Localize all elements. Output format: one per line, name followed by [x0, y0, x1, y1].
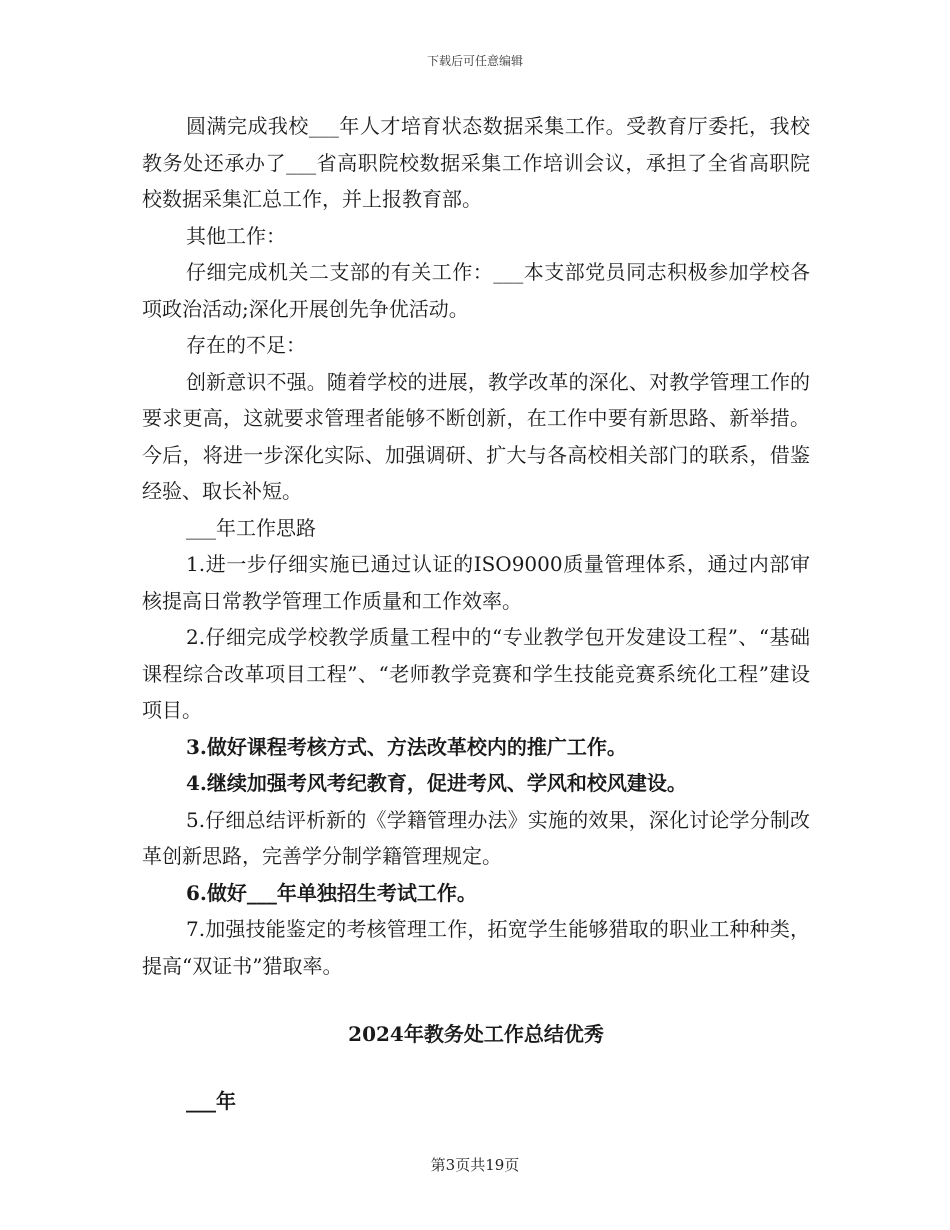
heading-shortcomings: 存在的不足： — [186, 333, 306, 357]
plan-item-7: 7.加强技能鉴定的考核管理工作，拓宽学生能够猎取的职业工种种类，提高“双证书”猎取率。 — [142, 917, 810, 978]
plan-item-1: 1.进一步仔细实施已通过认证的ISO9000质量管理体系，通过内部审核提高日常教学管理工作质量和工作效率。 — [142, 552, 810, 613]
paragraph-party-branch: 仔细完成机关二支部的有关工作：___本支部党员同志积极参加学校各项政治活动;深化开展创先争优活动。 — [142, 260, 810, 321]
plan-item-2: 2.仔细完成学校教学质量工程中的“专业教学包开发建设工程”、“基础课程综合改革项目工程”、“老师教学竞赛和学生技能竞赛系统化工程”建设项目。 — [142, 625, 810, 722]
document-body — [142, 108, 810, 1119]
plan-item-3: 3.做好课程考核方式、方法改革校内的推广工作。 — [186, 734, 627, 759]
heading-other-work: 其他工作： — [186, 223, 286, 248]
heading-work-plan: ___年工作思路 — [186, 515, 316, 540]
page-header-note: 下载后可任意编辑 — [426, 54, 523, 68]
section-subheading: ___年 — [186, 1088, 236, 1113]
paragraph-data-collection: 圆满完成我校___年人才培育状态数据采集工作。受教育厅委托，我校教务处还承办了___省高职院校数据采集工作培训会议，承担了全省高职院校数据采集汇总工作，并上报教育部。 — [142, 114, 810, 211]
page-number: 第3页共19页 — [430, 1156, 520, 1174]
plan-item-4: 4.继续加强考风考纪教育，促进考风、学风和校风建设。 — [186, 771, 687, 795]
plan-item-6: 6.做好___年单独招生考试工作。 — [186, 880, 477, 905]
plan-item-5: 5.仔细总结评析新的《学籍管理办法》实施的效果，深化讨论学分制改革创新思路，完善学分制学籍管理规定。 — [142, 807, 810, 868]
paragraph-innovation: 创新意识不强。随着学校的进展，教学改革的深化、对教学管理工作的要求更高，这就要求管理者能够不断创新，在工作中要有新思路、新举措。今后，将进一步深化实际、加强调研、扩大与各高校相关部门的联系，借鉴经验、取长补短。 — [142, 369, 810, 503]
section-title: 2024年教务处工作总结优秀 — [348, 1022, 604, 1046]
